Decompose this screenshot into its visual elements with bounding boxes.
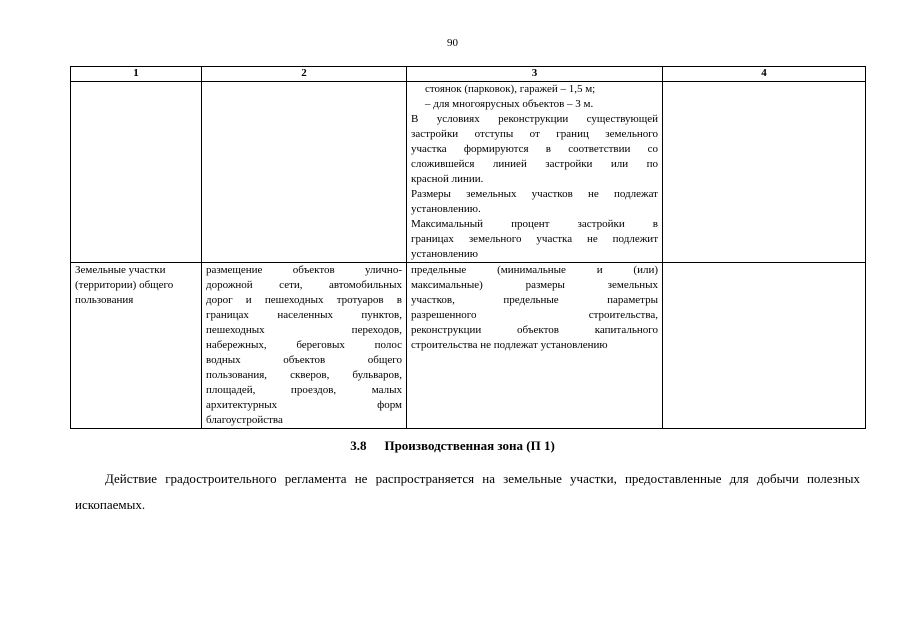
text-line: строительства не подлежат установлению <box>411 339 608 351</box>
column-header: 3 <box>407 67 663 82</box>
zone-type-cell <box>71 263 202 429</box>
table-row <box>71 82 866 263</box>
column-header: 2 <box>202 67 407 82</box>
text-line: (территории) общего <box>75 279 174 291</box>
column-header: 1 <box>71 67 202 82</box>
text-line: застройки отступы от границ земельного <box>411 128 658 140</box>
text-line: площадей, проездов, малых <box>206 384 402 396</box>
section-number: 3.8 <box>350 438 367 453</box>
text-line: набережных, береговых полос <box>206 339 402 351</box>
text-line: реконструкции объектов капитального <box>411 324 658 336</box>
text-line: водных объектов общего <box>206 354 402 366</box>
text-line: предельные (минимальные и (или) <box>411 264 658 276</box>
text-line: установлению. <box>411 203 481 215</box>
text-line: дорожной сети, автомобильных <box>206 279 402 291</box>
body-paragraph: Действие градостроительного регламента не распространяется на земельные участки, предоставленные для добычи полезных ископаемых. <box>75 471 860 512</box>
text-line: пользования <box>75 294 134 306</box>
text-line: благоустройства <box>206 414 283 426</box>
section-title: Производственная зона (П 1) <box>384 438 555 453</box>
text-line: пешеходных переходов, <box>206 324 402 336</box>
text-line: Максимальный процент застройки в <box>411 218 658 230</box>
text-line: разрешенного строительства, <box>411 309 658 321</box>
text-line: максимальные) размеры земельных <box>411 279 658 291</box>
text-line: Размеры земельных участков не подлежат <box>411 188 658 200</box>
table-cell <box>663 82 866 263</box>
text-line: участка формируются в соответствии со <box>411 143 658 155</box>
text-line: – для многоярусных объектов – 3 м. <box>425 98 594 110</box>
text-line: сложившейся линией застройки или по <box>411 158 658 170</box>
column-header: 4 <box>663 67 866 82</box>
text-line: участков, предельные параметры <box>411 294 658 306</box>
text-line: дорог и пешеходных тротуаров в <box>206 294 402 306</box>
text-line: стоянок (парковок), гаражей – 1,5 м; <box>425 83 596 95</box>
permitted-use-cell <box>202 263 407 429</box>
text-line: границах земельного участка не подлежит <box>411 233 658 245</box>
table-cell-text <box>407 82 663 263</box>
text-line: установлению <box>411 248 479 260</box>
text-line: архитектурных форм <box>206 399 402 411</box>
table-cell <box>663 263 866 429</box>
table-cell <box>71 82 202 263</box>
text-line: Земельные участки <box>75 264 166 276</box>
regulation-table <box>70 66 866 429</box>
table-cell <box>202 82 407 263</box>
text-line: размещение объектов улично- <box>206 264 402 276</box>
text-line: красной линии. <box>411 173 484 185</box>
text-line: В условиях реконструкции существующей <box>411 113 658 125</box>
page-number: 90 <box>447 37 458 49</box>
table-row <box>71 263 866 429</box>
parameters-cell <box>407 263 663 429</box>
text-line: пользования, скверов, бульваров, <box>206 369 402 381</box>
section-heading <box>0 438 905 454</box>
table-header-row <box>71 67 866 82</box>
text-line: границах населенных пунктов, <box>206 309 402 321</box>
